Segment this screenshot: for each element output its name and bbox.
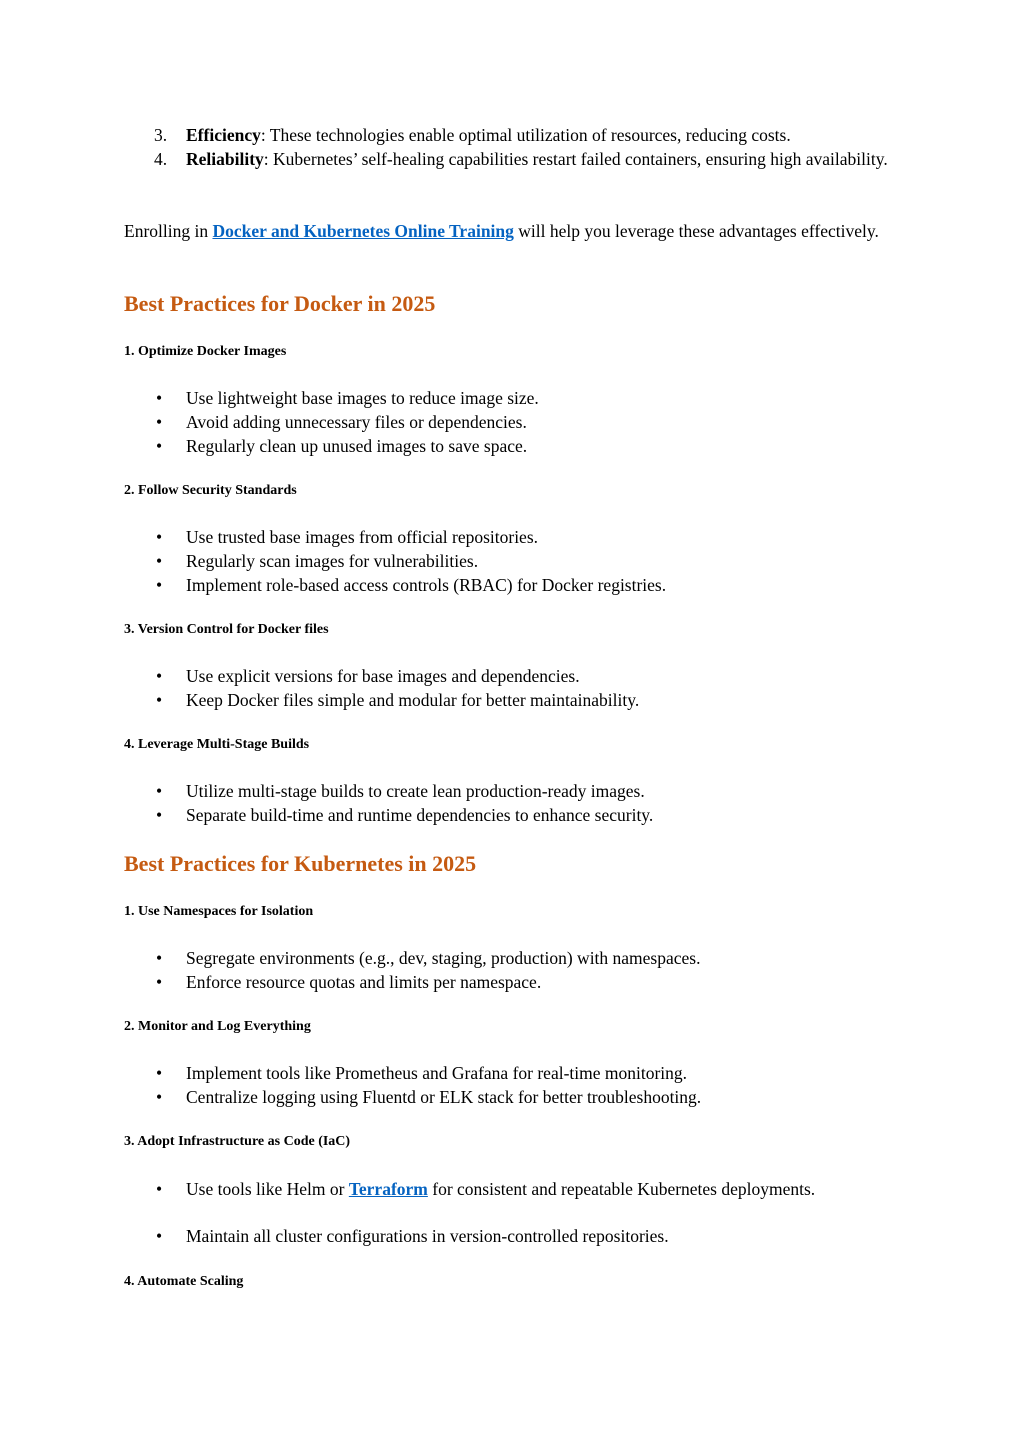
- term-efficiency: Efficiency: [186, 125, 261, 145]
- term-reliability: Reliability: [186, 149, 264, 169]
- bullet-text: Use lightweight base images to reduce image size.: [186, 388, 539, 408]
- bullet-icon: •: [156, 1226, 163, 1246]
- k8s-subheading-1: 1. Use Namespaces for Isolation: [124, 904, 314, 919]
- bullet-text: Maintain all cluster configurations in version-controlled repositories.: [186, 1226, 669, 1246]
- bullet-icon: •: [156, 1063, 163, 1083]
- bullet-icon: •: [156, 412, 163, 432]
- bullet-text: Segregate environments (e.g., dev, staging, production) with namespaces.: [186, 948, 701, 968]
- bullet-text: Utilize multi-stage builds to create lean production-ready images.: [186, 781, 645, 801]
- bullet-icon: •: [156, 551, 163, 571]
- enroll-text-before: Enrolling in: [124, 221, 213, 241]
- bullet-icon: •: [156, 527, 163, 547]
- definition-text: : These technologies enable optimal utilization of resources, reducing costs.: [260, 125, 791, 145]
- list-number: 4.: [154, 149, 168, 169]
- bullet-icon: •: [156, 948, 163, 968]
- k8s-subheading-3: 3. Adopt Infrastructure as Code (IaC): [124, 1134, 351, 1149]
- docker-subheading-1: 1. Optimize Docker Images: [124, 344, 287, 359]
- bullet-icon: •: [156, 972, 163, 992]
- bullet-text-before: Use tools like Helm or: [186, 1179, 349, 1199]
- list-text: [186, 123, 899, 147]
- docker-subheading-3: 3. Version Control for Docker files: [124, 622, 329, 637]
- bullet-text: Centralize logging using Fluentd or ELK stack for better troubleshooting.: [186, 1087, 702, 1107]
- bullet-icon: •: [156, 388, 163, 408]
- bullet-text: Regularly scan images for vulnerabilities.: [186, 551, 479, 571]
- bullet-text: Regularly clean up unused images to save space.: [186, 436, 528, 456]
- k8s-subheading-4: 4. Automate Scaling: [124, 1274, 244, 1289]
- bullet-text-after: for consistent and repeatable Kubernetes deployments.: [427, 1179, 816, 1199]
- bullet-text: Implement tools like Prometheus and Grafana for real-time monitoring.: [186, 1063, 688, 1083]
- k8s-subheading-2: 2. Monitor and Log Everything: [124, 1019, 311, 1034]
- bullet-icon: •: [156, 690, 163, 710]
- enroll-text-after: will help you leverage these advantages effectively.: [513, 221, 879, 241]
- bullet-icon: •: [156, 1087, 163, 1107]
- bullet-icon: •: [156, 781, 163, 801]
- bullet-icon: •: [156, 805, 163, 825]
- kubernetes-section-heading: Best Practices for Kubernetes in 2025: [124, 851, 477, 876]
- bullet-text: Implement role-based access controls (RBAC) for Docker registries.: [186, 575, 667, 595]
- bullet-text: Use trusted base images from official repositories.: [186, 527, 539, 547]
- bullet-icon: •: [156, 1179, 163, 1199]
- docker-subheading-2: 2. Follow Security Standards: [124, 483, 297, 498]
- docker-kubernetes-training-link[interactable]: Docker and Kubernetes Online Training: [212, 221, 514, 241]
- terraform-link[interactable]: Terraform: [348, 1179, 428, 1199]
- list-text: [186, 147, 899, 171]
- docker-subheading-4: 4. Leverage Multi-Stage Builds: [124, 737, 310, 752]
- definition-text: : Kubernetes’ self-healing capabilities restart failed containers, ensuring high availability.: [263, 149, 888, 169]
- bullet-text: Enforce resource quotas and limits per namespace.: [186, 972, 542, 992]
- bullet-text: [186, 1177, 899, 1201]
- bullet-icon: •: [156, 436, 163, 456]
- bullet-text: Keep Docker files simple and modular for better maintainability.: [186, 690, 640, 710]
- bullet-text: Separate build-time and runtime dependencies to enhance security.: [186, 805, 654, 825]
- list-number: 3.: [154, 125, 168, 145]
- bullet-icon: •: [156, 666, 163, 686]
- bullet-icon: •: [156, 575, 163, 595]
- enroll-paragraph: [124, 219, 899, 243]
- bullet-text: Use explicit versions for base images and dependencies.: [186, 666, 580, 686]
- bullet-text: Avoid adding unnecessary files or dependencies.: [186, 412, 527, 432]
- docker-section-heading: Best Practices for Docker in 2025: [124, 291, 436, 316]
